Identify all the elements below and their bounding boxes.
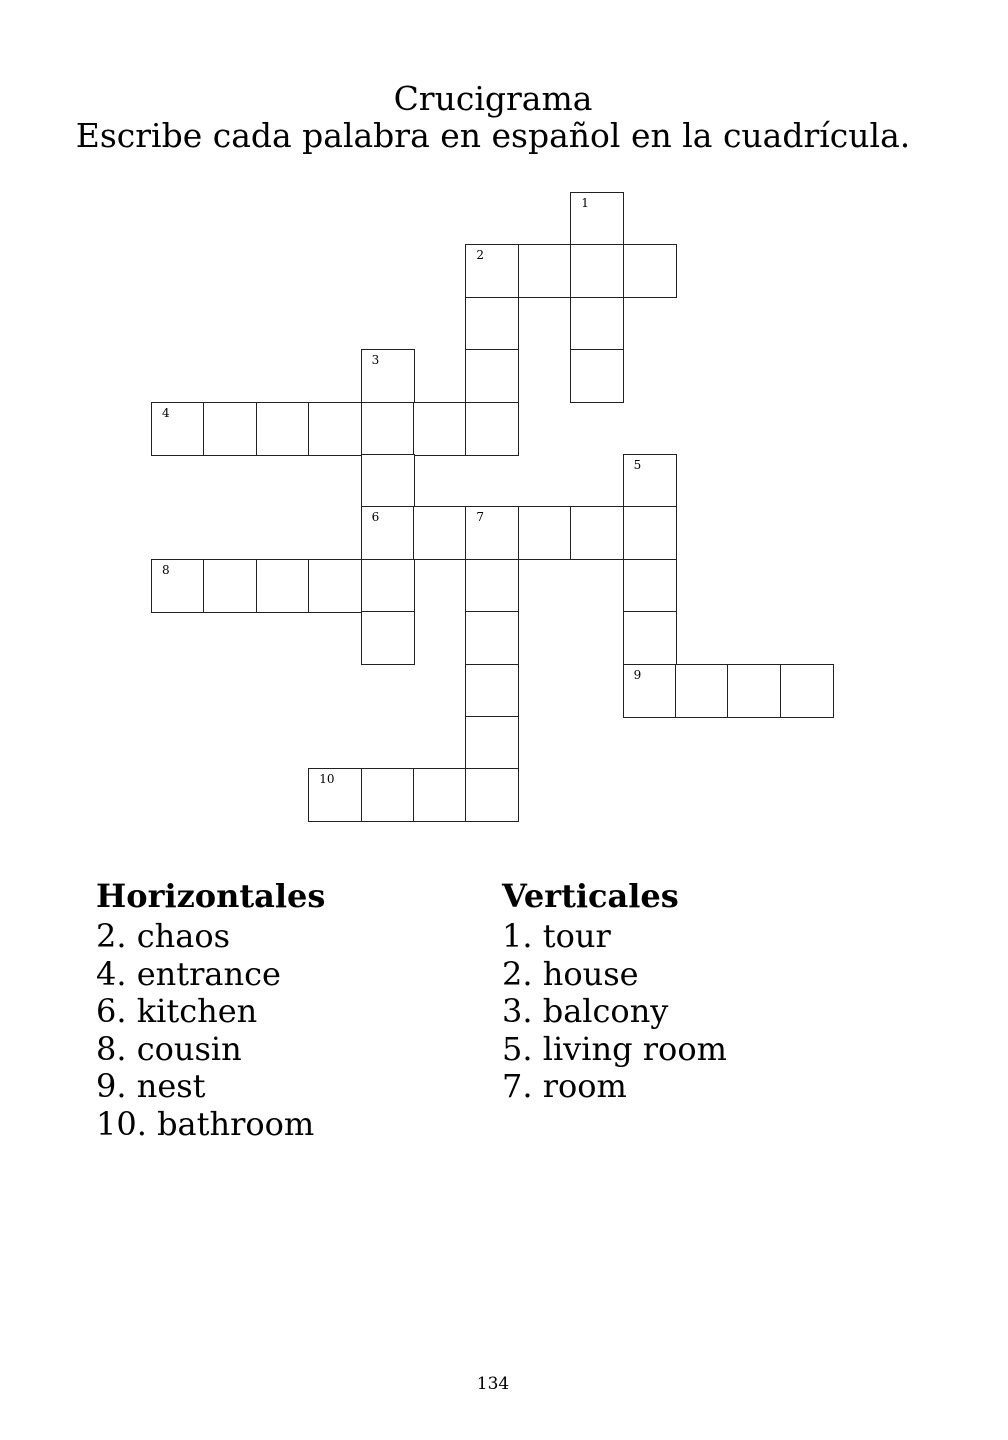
grid-cell[interactable]: [570, 349, 624, 403]
down-heading: Verticales: [502, 877, 679, 915]
clue-number: 4: [162, 405, 170, 420]
grid-cell[interactable]: [623, 664, 677, 718]
across-clue: 8. cousin: [96, 1029, 242, 1068]
grid-cell[interactable]: [465, 297, 519, 351]
grid-cell[interactable]: [727, 664, 781, 718]
across-clues: [96, 876, 325, 1143]
down-clues: [502, 876, 727, 1106]
grid-cell[interactable]: [361, 559, 415, 613]
clue-number: 6: [371, 510, 380, 525]
grid-cell[interactable]: [361, 768, 415, 822]
grid-cell[interactable]: [623, 244, 677, 298]
grid-cell[interactable]: [361, 454, 415, 508]
grid-cell[interactable]: [203, 559, 257, 613]
grid-cell[interactable]: [518, 506, 572, 560]
grid-cell[interactable]: [465, 402, 519, 456]
grid-cell[interactable]: [465, 506, 519, 560]
clue-number: 7: [476, 510, 485, 525]
grid-cell[interactable]: [361, 506, 415, 560]
grid-cell[interactable]: [570, 244, 624, 298]
grid-cell[interactable]: [308, 559, 362, 613]
grid-cell[interactable]: [151, 559, 205, 613]
grid-cell[interactable]: [465, 611, 519, 665]
across-heading: Horizontales: [96, 877, 326, 915]
grid-cell[interactable]: [623, 611, 677, 665]
grid-cell[interactable]: [361, 349, 415, 403]
across-clue: 9. nest: [96, 1067, 206, 1105]
across-clue: 2. chaos: [96, 917, 230, 955]
puzzle-title: Crucigrama: [393, 79, 593, 118]
grid-cell[interactable]: [413, 768, 467, 822]
grid-cell[interactable]: [623, 506, 677, 560]
down-clue: 5. living room: [502, 1029, 727, 1068]
down-clue: 7. room: [502, 1067, 627, 1105]
page-number: 134: [476, 1374, 510, 1394]
grid-cell[interactable]: [203, 402, 257, 456]
grid-cell[interactable]: [413, 506, 467, 560]
clue-number: 9: [633, 667, 642, 682]
grid-cell[interactable]: [361, 402, 415, 456]
grid-cell[interactable]: [256, 402, 310, 456]
grid-cell[interactable]: [518, 244, 572, 298]
grid-cell[interactable]: [465, 559, 519, 613]
across-clue: 10. bathroom: [96, 1104, 315, 1143]
down-clue: 1. tour: [502, 917, 611, 955]
grid-cell[interactable]: [151, 402, 205, 456]
grid-cell[interactable]: [361, 611, 415, 665]
grid-cell[interactable]: [675, 664, 729, 718]
grid-cell[interactable]: [570, 297, 624, 351]
clue-number: 5: [633, 458, 642, 472]
clue-number: 2: [476, 248, 485, 263]
grid-cell[interactable]: [256, 559, 310, 613]
grid-cell[interactable]: [623, 559, 677, 613]
grid-cell[interactable]: [308, 768, 362, 822]
across-clue: 6. kitchen: [96, 992, 258, 1030]
grid-cell[interactable]: [570, 506, 624, 560]
grid-cell[interactable]: [413, 402, 467, 456]
clue-number: 8: [162, 562, 170, 577]
puzzle-instructions: Escribe cada palabra en español en la cuadrícula.: [75, 116, 911, 155]
across-clue: 4. entrance: [96, 954, 281, 993]
grid-cell[interactable]: [465, 768, 519, 822]
clue-number: 10: [319, 772, 335, 787]
grid-cell[interactable]: [780, 664, 834, 718]
clue-number: 1: [581, 196, 589, 210]
grid-cell[interactable]: [465, 664, 519, 718]
grid-cell[interactable]: [465, 716, 519, 770]
grid-cell[interactable]: [570, 192, 624, 246]
clue-number: 3: [371, 353, 380, 368]
down-clue: 3. balcony: [502, 992, 669, 1030]
grid-cell[interactable]: [308, 402, 362, 456]
grid-cell[interactable]: [465, 349, 519, 403]
grid-cell[interactable]: [465, 244, 519, 298]
down-clue: 2. house: [502, 954, 639, 993]
grid-cell[interactable]: [623, 454, 677, 508]
